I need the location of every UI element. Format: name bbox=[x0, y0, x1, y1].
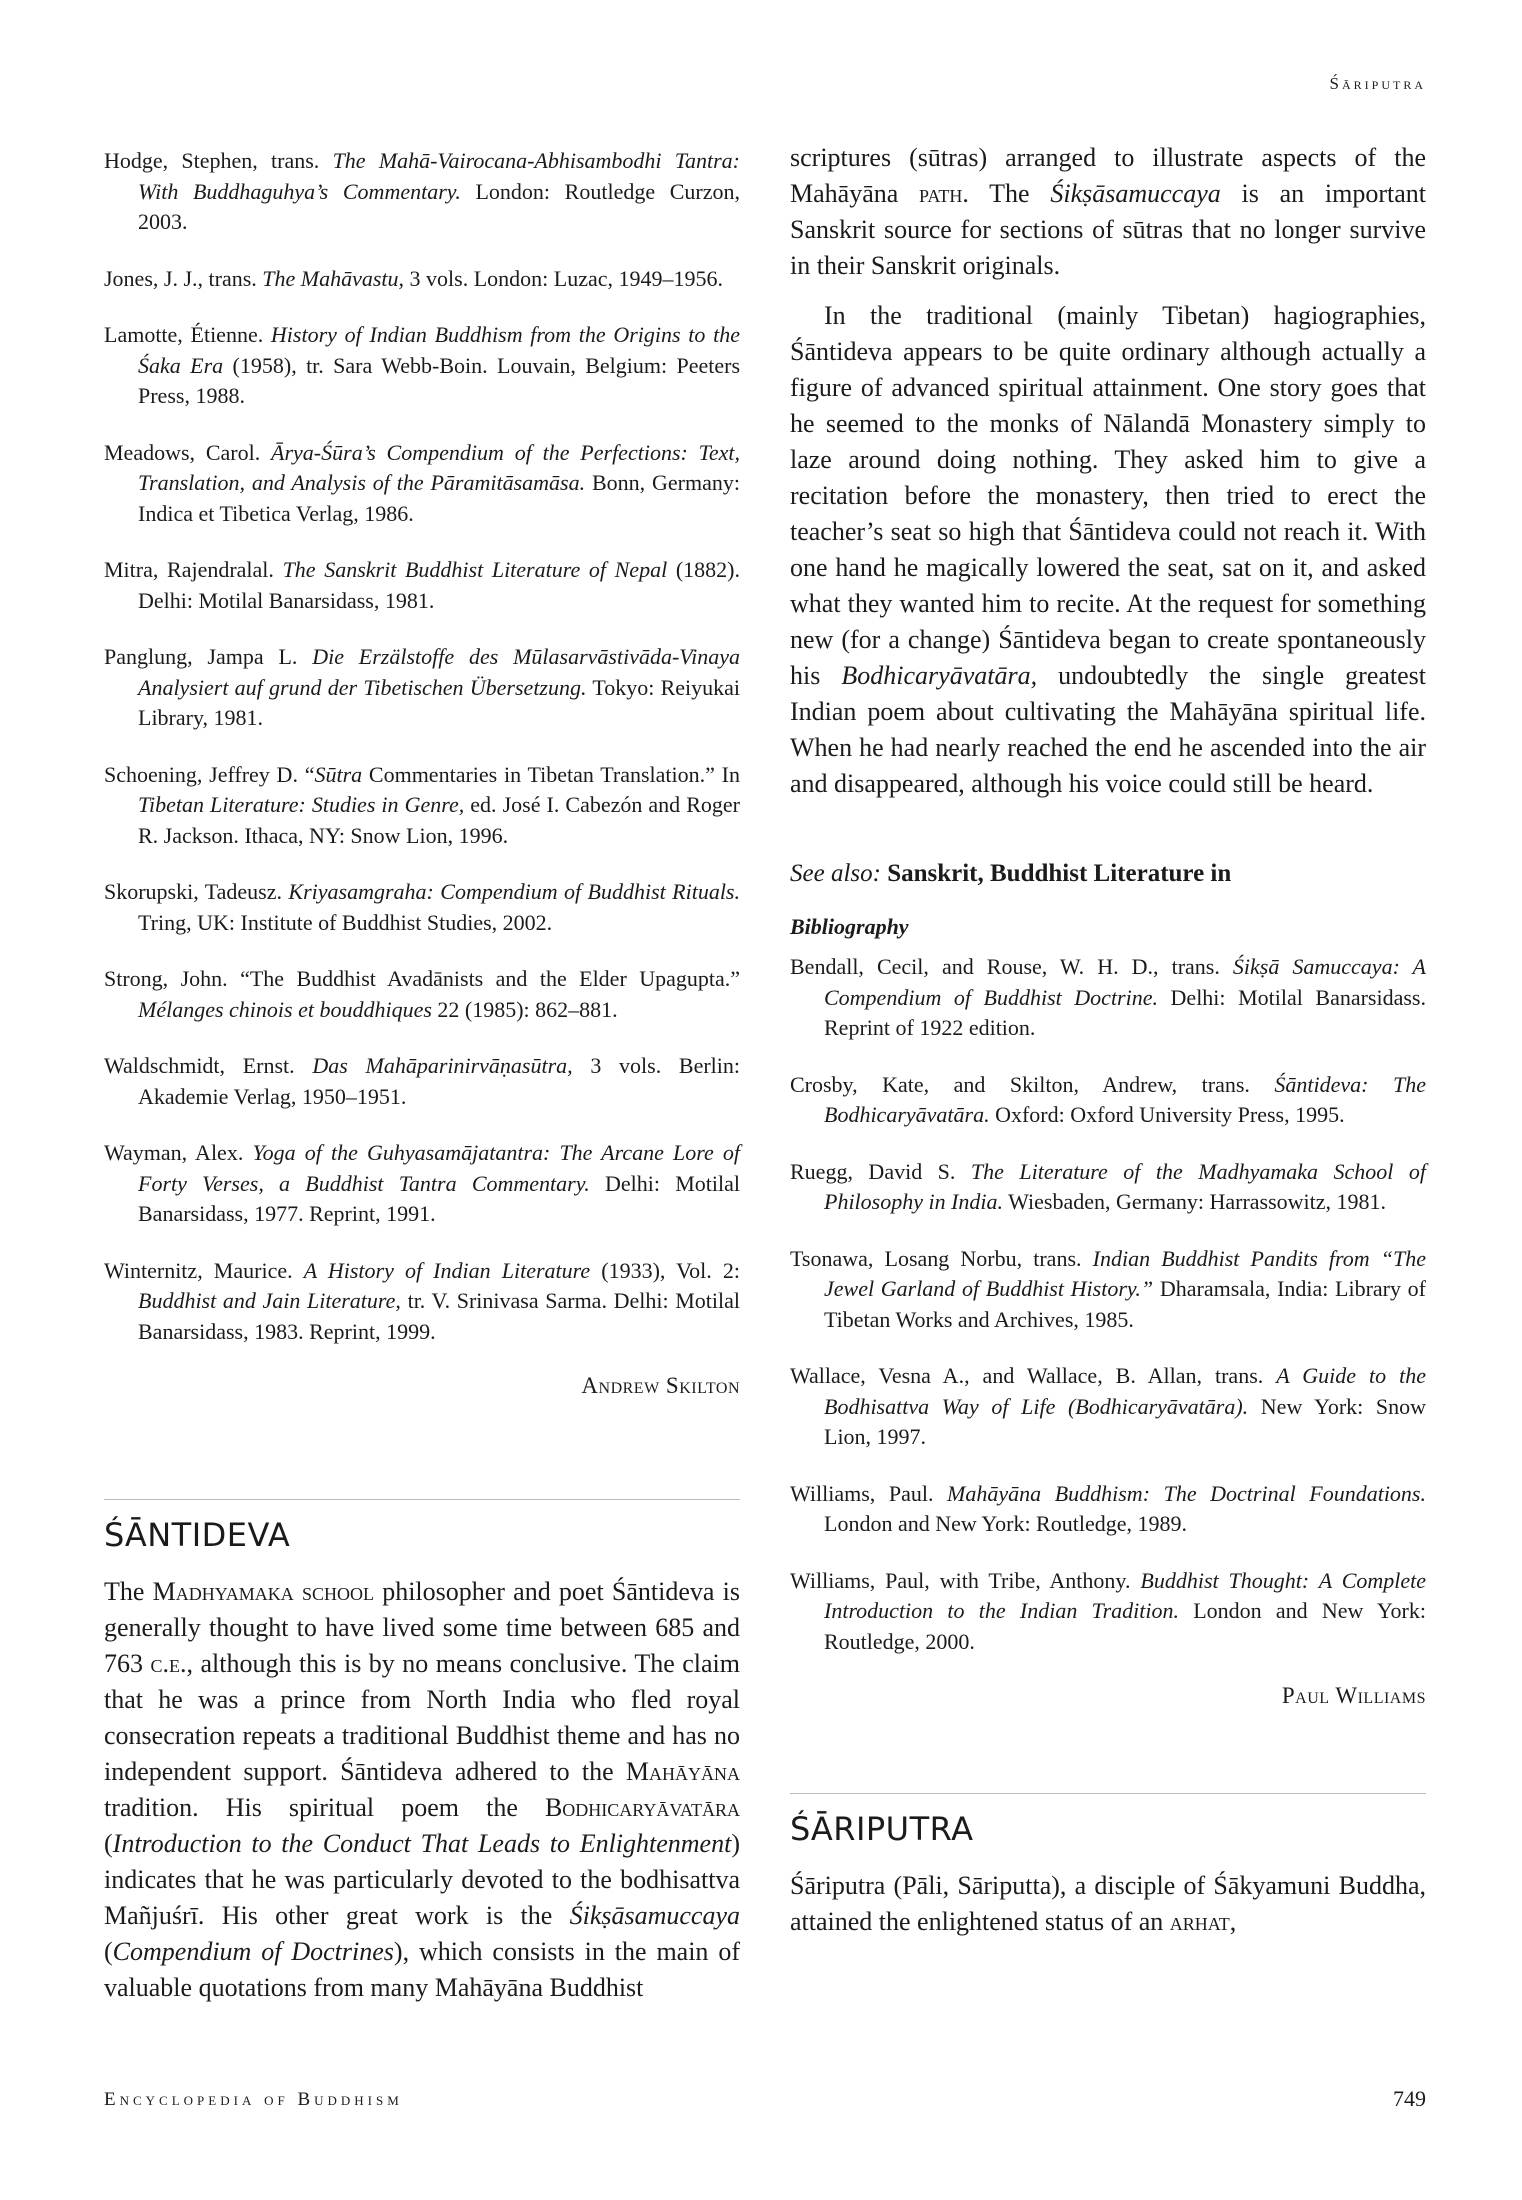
running-head: Śāriputra bbox=[1329, 74, 1426, 93]
bibliography-entry: Waldschmidt, Ernst. Das Mahāparinirvāṇasūtra, 3 vols. Berlin: Akademie Verlag, 1950–1951. bbox=[104, 1053, 741, 1109]
entry-heading-sariputra: ŚĀRIPUTRA bbox=[790, 1793, 1426, 1848]
sariputra-paragraph: Śāriputra (Pāli, Sāriputta), a disciple of Śākyamuni Buddha, attained the enlightened status of an arhat, bbox=[790, 1871, 1426, 1936]
bibliography-entry: Schoening, Jeffrey D. “Sūtra Commentaries in Tibetan Translation.” In Tibetan Literature: Studies in Genre, ed. José I. Cabezón and Roger R. Jackson. Ithaca, NY: Snow Lion, 1996. bbox=[104, 761, 740, 848]
bibliography-label: Bibliography bbox=[790, 914, 909, 939]
page-number: 749 bbox=[1393, 2086, 1426, 2111]
bibliography-entry: Panglung, Jampa L. Die Erzälstoffe des Mūlasarvāstivāda-Vinaya Analysiert auf grund der Tibetischen Übersetzung. Tokyo: Reiyukai Library, 1981. bbox=[104, 644, 741, 730]
author-signature: Paul Williams bbox=[1281, 1683, 1426, 1708]
bibliography-entry: Hodge, Stephen, trans. The Mahā-Vairocana-Abhisambodhi Tantra: With Buddhaguhya’s Commentary. London: Routledge Curzon, 2003. bbox=[104, 148, 741, 234]
bibliography-entry: Skorupski, Tadeusz. Kriyasamgraha: Compendium of Buddhist Rituals. Tring, UK: Institute of Buddhist Studies, 2002. bbox=[104, 879, 740, 935]
bibliography-entry: Ruegg, David S. The Literature of the Madhyamaka School of Philosophy in India. Wiesbaden, Germany: Harrassowitz, 1981. bbox=[790, 1158, 1426, 1214]
santideva-paragraph-continued: scriptures (sūtras) arranged to illustrate aspects of the Mahāyāna path. The Śikṣāsamuccaya is an important Sanskrit source for sections of sūtras that no longer survive in their Sanskrit originals. bbox=[790, 143, 1426, 280]
bibliography-entry: Wayman, Alex. Yoga of the Guhyasamājatantra: The Arcane Lore of Forty Verses, a Buddhist Tantra Commentary. Delhi: Motilal Banarsidass, 1977. Reprint, 1991. bbox=[104, 1140, 740, 1226]
right-column bbox=[790, 143, 1427, 1940]
see-also-link[interactable]: Sanskrit, Buddhist Literature in bbox=[887, 860, 1232, 887]
bibliography-entry: Strong, John. “The Buddhist Avadānists and the Elder Upagupta.” Mélanges chinois et bouddhiques 22 (1985): 862–881. bbox=[104, 966, 740, 1022]
bibliography-entry: Williams, Paul, with Tribe, Anthony. Buddhist Thought: A Complete Introduction to the Indian Tradition. London and New York: Routledge, 2000. bbox=[790, 1567, 1427, 1654]
cross-reference[interactable]: arhat bbox=[1169, 1907, 1230, 1936]
bibliography-entry: Williams, Paul. Mahāyāna Buddhism: The Doctrinal Foundations. London and New York: Routledge, 1989. bbox=[790, 1480, 1426, 1536]
bibliography-entry: Bendall, Cecil, and Rouse, W. H. D., trans. Śikṣā Samuccaya: A Compendium of Buddhist Doctrine. Delhi: Motilal Banarsidass. Reprint of 1922 edition. bbox=[790, 954, 1426, 1040]
footer-title: Encyclopedia of Buddhism bbox=[104, 2089, 403, 2110]
bibliography-entry: Winternitz, Maurice. A History of Indian Literature (1933), Vol. 2: Buddhist and Jain Literature, tr. V. Srinivasa Sarma. Delhi: Motilal Banarsidass, 1983. Reprint, 1999. bbox=[104, 1257, 740, 1344]
santideva-hagiography-paragraph: In the traditional (mainly Tibetan) hagiographies, Śāntideva appears to be quite ordinary although actually a figure of advanced spiritual attainment. One story goes that he seemed to the monks of Nālandā Monastery simply to laze around doing nothing. They asked him to give a recitation before the monastery, then tried to erect the teacher’s seat so high that Śāntideva could not reach it. With one hand he magically lowered the seat, sat on it, and asked what they wanted him to recite. At the request for something new (for a change) Śāntideva began to create spontaneously his Bodhicaryāvatāra, undoubtedly the single greatest Indian poem about cultivating the Mahāyāna spiritual life. When he had nearly reached the end he ascended into the air and disappeared, although his voice could still be heard. bbox=[790, 301, 1427, 798]
bibliography-list-williams bbox=[790, 952, 1426, 1657]
bibliography-entry: Crosby, Kate, and Skilton, Andrew, trans. Śāntideva: The Bodhicaryāvatāra. Oxford: Oxford University Press, 1995. bbox=[790, 1071, 1426, 1127]
cross-reference[interactable]: Bodhicaryāvatāra bbox=[544, 1793, 740, 1822]
bibliography-list-skilton bbox=[104, 146, 740, 1347]
cross-reference[interactable]: Mahāyāna bbox=[625, 1757, 740, 1786]
bibliography-entry: Wallace, Vesna A., and Wallace, B. Allan, trans. A Guide to the Bodhisattva Way of Life (Bodhicaryāvatāra). New York: Snow Lion, 1997. bbox=[790, 1363, 1427, 1449]
author-signature: Andrew Skilton bbox=[581, 1373, 740, 1398]
bibliography-entry: Meadows, Carol. Ārya-Śūra’s Compendium of the Perfections: Text, Translation, and Analysis of the Pāramitāsamāsa. Bonn, Germany: Indica et Tibetica Verlag, 1986. bbox=[104, 439, 740, 526]
cross-reference[interactable]: Madhyamaka school bbox=[152, 1577, 374, 1606]
bibliography-entry: Tsonawa, Losang Norbu, trans. Indian Buddhist Pandits from “The Jewel Garland of Buddhist History.” Dharamsala, India: Library of Tibetan Works and Archives, 1985. bbox=[790, 1245, 1427, 1332]
cross-reference[interactable]: path bbox=[919, 179, 963, 208]
entry-heading-santideva: ŚĀNTIDEVA bbox=[104, 1499, 740, 1554]
bibliography-entry: Jones, J. J., trans. The Mahāvastu, 3 vols. London: Luzac, 1949–1956. bbox=[104, 265, 724, 291]
santideva-paragraph: The Madhyamaka school philosopher and poet Śāntideva is generally thought to have lived some time between 685 and 763 c.e., although this is by no means conclusive. The claim that he was a prince from North India who fled royal consecration repeats a traditional Buddhist theme and has no independent support. Śāntideva adhered to the Mahāyāna tradition. His spiritual poem the Bodhicaryāvatāra (Introduction to the Conduct That Leads to Enlightenment) indicates that he was particularly devoted to the bodhisattva Mañjuśrī. His other great work is the Śikṣāsamuccaya (Compendium of Doctrines), which consists in the main of valuable quotations from many Mahāyāna Buddhist bbox=[104, 1577, 740, 2002]
left-column bbox=[104, 146, 740, 2006]
bibliography-entry: Mitra, Rajendralal. The Sanskrit Buddhist Literature of Nepal (1882). Delhi: Motilal Banarsidass, 1981. bbox=[104, 557, 740, 613]
bibliography-entry: Lamotte, Étienne. History of Indian Buddhism from the Origins to the Śaka Era (1958), tr. Sara Webb-Boin. Louvain, Belgium: Peeters Press, 1988. bbox=[104, 322, 741, 408]
see-also: See also: Sanskrit, Buddhist Literature in bbox=[790, 860, 1232, 887]
